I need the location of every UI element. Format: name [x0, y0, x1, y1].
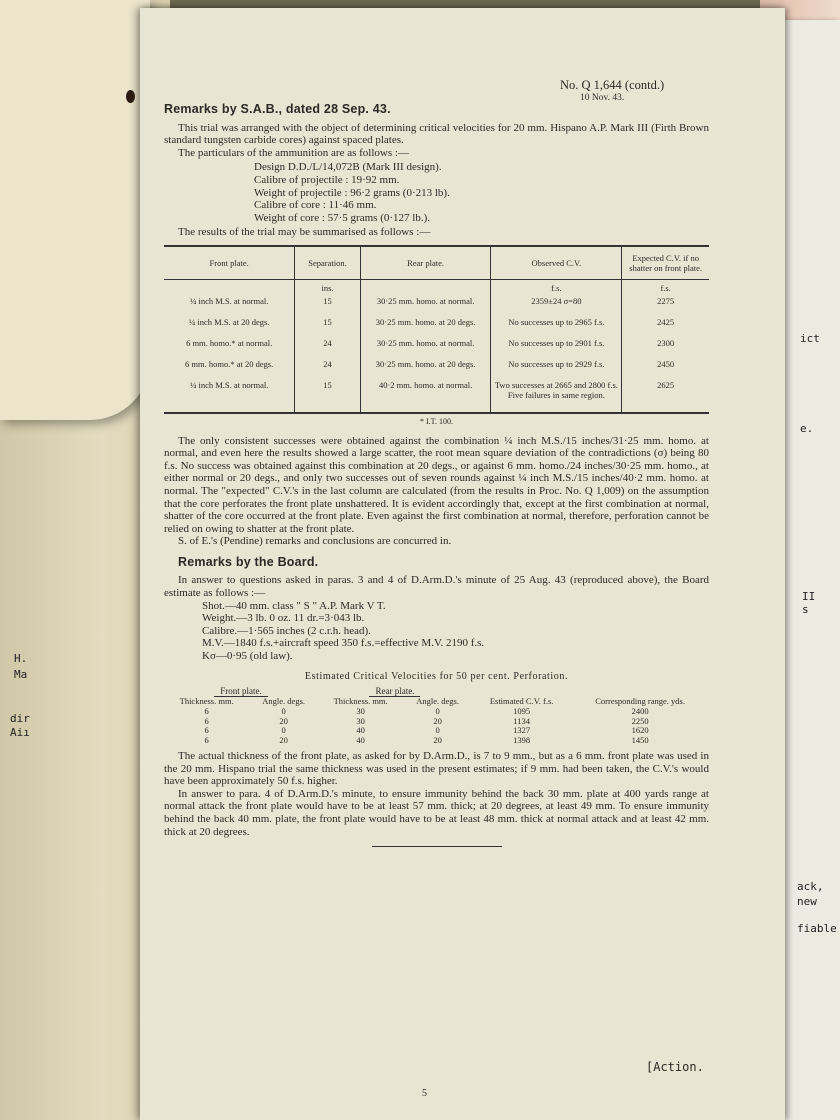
reference-date: 10 Nov. 43.: [580, 93, 625, 103]
column-header: Observed C.V.: [491, 246, 622, 280]
table-cell: 40: [356, 735, 365, 746]
table-cell: 20: [433, 735, 442, 746]
table-header-row: [164, 246, 709, 280]
closing-rule: [372, 846, 502, 847]
margin-fragment: dir: [10, 712, 30, 725]
unit-cell: [360, 279, 491, 293]
column-header: Angle. degs.: [416, 696, 459, 707]
margin-fragment: fiable: [797, 922, 837, 935]
estimates-table-title: Estimated Critical Velocities for 50 per cent. Perforation.: [304, 670, 569, 682]
table-cell: 6 mm. homo.* at normal.: [186, 337, 273, 348]
column-header: Rear plate.: [360, 246, 491, 280]
table-cell: 30·25 mm. homo. at normal.: [360, 335, 491, 356]
table-row: [164, 293, 709, 314]
spec-line: Weight of core : 57·5 grams (0·127 lb.).: [254, 211, 430, 224]
table-cell: 1450: [631, 735, 649, 746]
spec-line: Design D.D./L/14,072B (Mark III design).: [254, 161, 442, 174]
column-header: Separation.: [295, 246, 360, 280]
table-cell: 0: [281, 725, 286, 736]
table-cell: 0: [281, 705, 286, 716]
table-cell: 6: [204, 735, 209, 746]
critical-velocity-table: [164, 687, 709, 746]
column-header: Thickness. mm.: [333, 696, 388, 707]
table-cell: 40·2 mm. homo. at normal.: [360, 377, 491, 413]
intro-paragraph: This trial was arranged with the object of determining critical velocities for 20 mm. Hispano A.P. Mark III (Firth Brown standard tungsten carbide cores) against spaced plates.: [164, 121, 709, 147]
table-cell: 15: [295, 293, 360, 314]
table-row: [164, 377, 709, 413]
table-cell: 1327: [513, 725, 531, 736]
table-cell: 6 mm. homo.* at 20 degs.: [184, 358, 274, 369]
table-cell: ¼ inch M.S. at 20 degs.: [188, 316, 270, 327]
table-row: [164, 314, 709, 335]
margin-fragment: ict: [800, 332, 820, 345]
margin-fragment: Aiı: [10, 726, 30, 739]
margin-fragment: e.: [800, 422, 814, 435]
table-row: [164, 335, 709, 356]
table-cell: 30: [356, 715, 365, 726]
document-page: [140, 8, 785, 1120]
table-cell: 2625: [622, 377, 709, 413]
table-cell: 2359±24 σ=80: [491, 293, 622, 314]
table-cell: No successes up to 2929 f.s.: [491, 356, 622, 377]
margin-fragment: s: [802, 603, 809, 616]
results-paragraph: The only consistent successes were obtained against the combination ¼ inch M.S./15 inches/31·25 mm. homo. at normal, and even here the results showed a large scatter, the root mean square deviation of the contradictions (σ) being 80 f.s. No success was obtained against this combination at 20 degs., or against 6 mm. homo./24 inches/30·25 mm. homo., at either normal or 20 degs., and only two successes out of seven rounds against ¼ inch M.S./15 inches/40·2 mm. homo. at normal. The "expected" C.V.'s in the last column are calculated (from the results in Proc. No. Q 1,009) on the assumption that the core perforates the front plate unshattered. It is evident accordingly that, except at the first combination at normal, shatter of the core occurred at the front plate. Even against the first combination at normal, therefore, perforation cannot be relied on owing to shatter at the front plate.: [164, 434, 709, 535]
column-header: Thickness. mm.: [179, 696, 234, 707]
table-cell: 2250: [631, 715, 649, 726]
table-footnote: * I.T. 100.: [420, 416, 453, 426]
table-cell: 1620: [631, 725, 649, 736]
unit-cell: [164, 279, 295, 293]
table-cell: 24: [295, 335, 360, 356]
underlying-sheet-right-2: [784, 20, 840, 1120]
spec-line: Weight of projectile : 96·2 grams (0·213 lb).: [254, 186, 450, 199]
immunity-paragraph: In answer to para. 4 of D.Arm.D.'s minute, to ensure immunity behind the back 30 mm. plate at 400 yards range at normal attack the front plate would have to be at least 57 mm. thick; at 20 degrees, at least 49 mm. To ensure immunity behind the back 40 mm. plate, the front plate would have to be at least 48 mm. thick at normal attack and at least 42 mm. thick at 20 degrees.: [164, 787, 709, 838]
table-cell: 6: [204, 705, 209, 716]
page-number: 5: [422, 1088, 427, 1099]
trial-results-table: [164, 245, 709, 414]
column-header: Expected C.V. if no shatter on front plate.: [622, 246, 709, 280]
unit-cell: ins.: [295, 279, 360, 293]
unit-cell: f.s.: [622, 279, 709, 293]
unit-cell: f.s.: [491, 279, 622, 293]
table-cell: 0: [435, 705, 440, 716]
table-cell: 40: [356, 725, 365, 736]
table-cell: 2425: [622, 314, 709, 335]
column-header: Front plate.: [164, 246, 295, 280]
table-unit-row: [164, 279, 709, 293]
thickness-paragraph: The actual thickness of the front plate, as asked for by D.Arm.D., is 7 to 9 mm., but as a 6 mm. front plate was used in the 20 mm. Hispano trial the same thickness was used in the present estimates; if 9 mm. had been taken, the C.V.'s would have been approximately 50 f.s. higher.: [164, 750, 709, 788]
estimate-line: Kσ—0·95 (old law).: [202, 650, 293, 663]
sab-heading: Remarks by S.A.B., dated 28 Sep. 43.: [164, 102, 391, 116]
estimate-line: Calibre.—1·565 inches (2 c.r.h. head).: [202, 624, 371, 637]
group-header: Rear plate.: [318, 687, 472, 697]
column-header: Estimated C.V. f.s.: [489, 696, 554, 707]
reference-number: No. Q 1,644 (contd.) 10 Nov. 43.: [560, 78, 665, 103]
table-cell: No successes up to 2901 f.s.: [491, 335, 622, 356]
table-cell: 30·25 mm. homo. at normal.: [360, 293, 491, 314]
curled-page-corner: [0, 0, 150, 420]
margin-fragment: ack,: [797, 880, 824, 893]
table-cell: 0: [435, 725, 440, 736]
table-cell: 1134: [513, 715, 530, 726]
table-cell: 1398: [513, 735, 531, 746]
margin-fragment: H.: [14, 652, 28, 665]
table-cell: 20: [279, 735, 288, 746]
table-cell: 20: [279, 715, 288, 726]
table-cell: 2400: [631, 705, 649, 716]
spec-line: Calibre of projectile : 19·92 mm.: [254, 173, 400, 186]
page-content: [164, 103, 709, 847]
table-row: [164, 736, 709, 746]
column-header: Corresponding range. yds.: [595, 696, 685, 707]
table-cell: 2275: [622, 293, 709, 314]
table-cell: 6: [204, 725, 209, 736]
table-cell: ¼ inch M.S. at normal.: [164, 377, 295, 413]
action-catchword: [Action.: [646, 1060, 704, 1074]
table-cell: 15: [295, 377, 360, 413]
table-cell: 30: [356, 705, 365, 716]
estimate-line: M.V.—1840 f.s.+aircraft speed 350 f.s.=effective M.V. 2190 f.s.: [202, 637, 485, 650]
table-row: [164, 356, 709, 377]
estimate-line: Shot.—40 mm. class " S " A.P. Mark V T.: [202, 599, 386, 612]
table-cell: 15: [295, 314, 360, 335]
ammunition-specs: [254, 161, 709, 224]
table-cell: 2300: [622, 335, 709, 356]
board-heading: Remarks by the Board.: [178, 554, 319, 569]
board-estimates: [202, 600, 709, 663]
table-cell: 6: [204, 715, 209, 726]
margin-fragment: Ma: [14, 668, 28, 681]
table-cell: No successes up to 2965 f.s.: [491, 314, 622, 335]
table-cell: 2450: [622, 356, 709, 377]
margin-fragment: new: [797, 895, 817, 908]
spec-line: Calibre of core : 11·46 mm.: [254, 199, 377, 212]
column-header: Angle. degs.: [262, 696, 306, 707]
table-cell: 30·25 mm. homo. at 20 degs.: [360, 356, 491, 377]
table-cell: Two successes at 2665 and 2800 f.s. Five failures in same region.: [491, 377, 622, 413]
margin-fragment: II: [802, 590, 816, 603]
summary-lead: The results of the trial may be summarised as follows :—: [178, 226, 431, 239]
estimate-line: Weight.—3 lb. 0 oz. 11 dr.=3·043 lb.: [202, 612, 365, 625]
punch-hole: [126, 90, 135, 103]
group-header: Front plate.: [164, 687, 318, 697]
concur-paragraph: S. of E.'s (Pendine) remarks and conclusions are concurred in.: [178, 535, 452, 548]
table-cell: 1095: [513, 705, 531, 716]
particulars-lead: The particulars of the ammunition are as follows :—: [178, 146, 409, 159]
table-cell: 20: [433, 715, 442, 726]
table-cell: 30·25 mm. homo. at 20 degs.: [360, 314, 491, 335]
table-cell: ¼ inch M.S. at normal.: [189, 295, 269, 306]
table-cell: 24: [295, 356, 360, 377]
board-intro: In answer to questions asked in paras. 3 and 4 of D.Arm.D.'s minute of 25 Aug. 43 (reproduced above), the Board estimate as follows :—: [164, 574, 709, 600]
